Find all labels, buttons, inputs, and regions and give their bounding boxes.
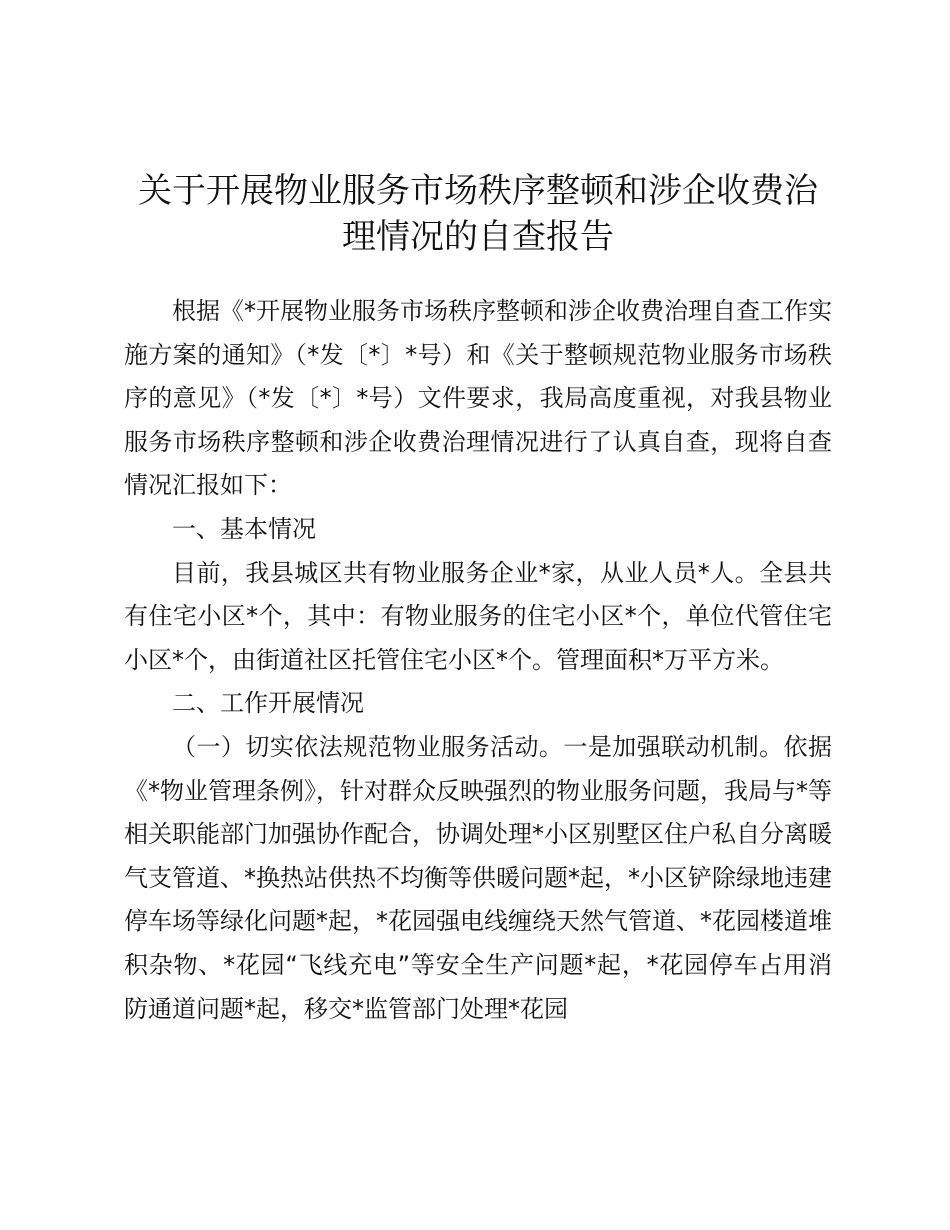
document-title xyxy=(124,168,832,260)
section-2-body: （一）切实依法规范物业服务活动。一是加强联动机制。依据《*物业管理条例》，针对群众反映强烈的物业服务问题，我局与*等相关职能部门加强协作配合，协调处理*小区别墅区住户私自分离暖气支管道、*换热站供热不均衡等供暖问题*起，*小区铲除绿地违建停车场等绿化问题*起，*花园强电线缠绕天然气管道、*花园楼道堆积杂物、*花园“飞线充电”等安全生产问题*起，*花园停车占用消防通道问题*起，移交*监管部门处理*花园 xyxy=(124,732,832,1023)
section-1-body: 目前，我县城区共有物业服务企业*家，从业人员*人。全县共有住宅小区*个，其中：有物业服务的住宅小区*个，单位代管住宅小区*个，由街道社区托管住宅小区*个。管理面积*万平方米。 xyxy=(124,558,832,674)
title-line-2: 理情况的自查报告 xyxy=(342,217,614,257)
section-1-heading: 一、基本情况 xyxy=(172,514,316,543)
intro-paragraph: 根据《*开展物业服务市场秩序整顿和涉企收费治理自查工作实施方案的通知》（*发〔*〕*号）和《关于整顿规范物业服务市场秩序的意见》（*发〔*〕*号）文件要求，我局高度重视，对我县物业服务市场秩序整顿和涉企收费治理情况进行了认真自查，现将自查情况汇报如下： xyxy=(124,297,832,500)
title-line-1: 关于开展物业服务市场秩序整顿和涉企收费治 xyxy=(138,171,818,211)
section-2-heading: 二、工作开展情况 xyxy=(172,689,364,718)
